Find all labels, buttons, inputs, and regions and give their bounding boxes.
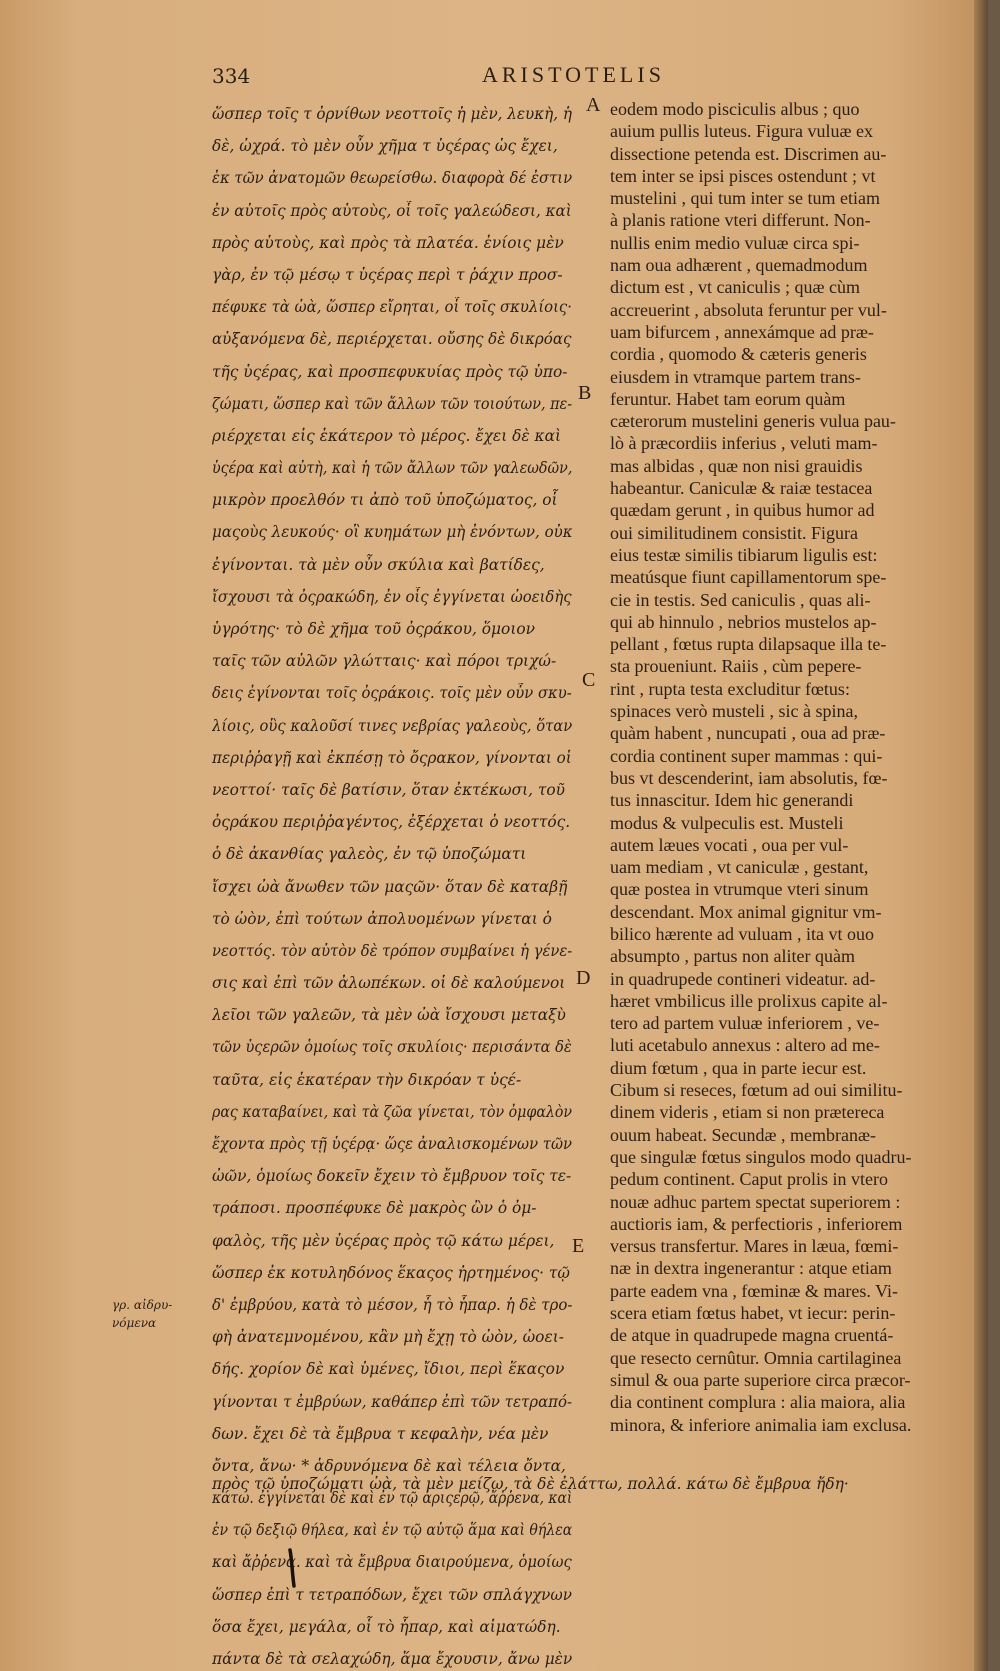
latin-text-line: tem inter se ipsi pisces ostendunt ; vt [610,165,876,186]
latin-text-line: sta proueniunt. Raiis , cùm pepere- [610,656,862,677]
greek-text-line: τὸ ὠὸν, ἐπὶ τούτων ἀπολυομένων γίνεται ὁ [212,909,552,928]
greek-text-line: ὥσπερ ἐκ κοτυληδόνος ἕκαςος ἠρτημένος· τῷ [212,1263,570,1282]
margin-note-line: νόμενα [112,1316,157,1330]
latin-text-line: bus vt descenderint, iam absolutis, fœ- [610,767,888,788]
latin-text-line: quàm habent , nuncupati , oua ad præ- [610,723,886,744]
latin-text-line: Cibum si reseces, fœtum ad oui similitu- [610,1080,903,1101]
latin-text-line: cordia , quomodo & cæteris generis [610,344,867,365]
latin-text-line: auium pullis luteus. Figura vuluæ ex [610,121,873,142]
section-marker-a: A [586,94,601,116]
greek-text-line: ἐν αὐτοῖς πρὸς αὑτοὺς, οἷ τοῖς γαλεώδεσι, καὶ [212,201,572,220]
greek-text-line: ὑςέρα καὶ αὐτὴ, καὶ ἡ τῶν ἄλλων τῶν γαλεωδῶν, [212,459,573,478]
latin-text-line: que resecto cernûtur. Omnia cartilaginea [610,1347,902,1368]
latin-text-line: lò à præcordiis inferius , veluti mam- [610,433,878,454]
latin-text-line: næ in dextra ingenerantur : atque etiam [610,1258,892,1279]
latin-text-line: cordia continent super mammas : qui- [610,745,883,766]
greek-text-line: ὅσα ἔχει, μεγάλα, οἷ τὸ ἧπαρ, καὶ αἱματώδη. [212,1617,561,1636]
greek-column [212,98,600,1671]
latin-text-line: cie in testis. Sed caniculis , quas ali- [610,589,871,610]
latin-text-line: pellant , fœtus rupta dilapsaque illa te- [610,634,887,655]
latin-text-line: spinaces verò musteli , sic à spina, [610,701,858,722]
section-marker-b: B [578,382,592,404]
greek-text-line: φὴ ἀνατεμνομένου, κἂν μὴ ἔχῃ τὸ ὠὸν, ὠοει- [212,1328,564,1347]
latin-text-line: nullis enim medio vuluæ circa spi- [610,232,860,253]
latin-text-line: que singulæ fœtus singulos modo quadru- [610,1146,912,1167]
latin-text-line: parte eadem vna , fœminæ & mares. Vi- [610,1280,898,1301]
greek-text-line: ὀςράκου περιῤῥαγέντος, ἐξέρχεται ὁ νεοττός. [212,813,571,832]
latin-text-line: cæterorum mustelini generis vulua pau- [610,411,896,432]
section-marker-d: D [576,967,591,989]
greek-text-line: τράποσι. προσπέφυκε δὲ μακρὸς ὢν ὁ ὀμ- [212,1199,537,1218]
greek-text-line: λεῖοι τῶν γαλεῶν, τὰ μὲν ὠὰ ἴσχουσι μεταξὺ [212,1006,566,1025]
latin-text-line: nouæ adhuc partem spectat superiorem : [610,1191,901,1212]
latin-text-line: dia continent complura : alia maiora, alia [610,1392,906,1413]
greek-text-line: σις καὶ ἐπὶ τῶν ἀλωπέκων. οἱ δὲ καλούμενοι [212,974,566,993]
latin-text-line: tero ad partem vuluæ inferiorem , ve- [610,1013,880,1034]
greek-text-line: δὲ, ὠχρά. τὸ μὲν οὖν χῆμα τ ὑςέρας ὡς ἔχει, [212,137,558,156]
greek-text-line: λίοις, οὓς καλοῦσί τινες νεβρίας γαλεοὺς, ὅταν [212,716,572,735]
latin-text-line: hæret vmbilicus ille prolixus capite al- [610,990,888,1011]
ink-mark-icon [287,1548,297,1588]
latin-text-line: dinem videris , etiam si non prætereca [610,1102,885,1123]
latin-text-line: descendant. Mox animal gignitur vm- [610,901,882,922]
latin-text-line: eiusdem in vtramque partem trans- [610,366,861,387]
greek-text-line: τῆς ὑςέρας, καὶ προσπεφυκυίας πρὸς τῷ ὑπο- [212,362,568,381]
latin-text-line: auctioris iam, & perfectioris , inferiorem [610,1213,903,1234]
margin-note [112,1296,182,1332]
latin-text-line: rint , rupta testa excluditur fœtus: [610,678,850,699]
latin-text-line: modus & vulpeculis est. Musteli [610,812,844,833]
greek-text-line: δων. ἔχει δὲ τὰ ἔμβρυα τ κεφαλὴν, νέα μὲν [212,1424,549,1443]
greek-text-line: δής. χορίον δὲ καὶ ὑμένες, ἴδιοι, περὶ ἕκαςον [212,1360,565,1379]
latin-text-line: simul & oua parte superiore circa præcor- [610,1369,911,1390]
greek-text-line: ὄντα, ἄνω· * ἁδρυνόμενα δὲ καὶ τέλεια ὄντα, [212,1456,566,1475]
latin-text-line: oui similitudinem consistit. Figura [610,522,859,543]
latin-text-line: in quadrupede contineri videatur. ad- [610,968,876,989]
latin-text-line: luti acetabulo annexus : altero ad me- [610,1035,880,1056]
greek-text-line: ταῖς τῶν αὐλῶν γλώτταις· καὶ πόροι τριχώ- [212,652,557,671]
latin-text-line: dictum est , vt caniculis ; quæ cùm [610,277,860,298]
latin-text-line: versus transfertur. Mares in læua, fœmi- [610,1236,899,1257]
latin-text-line: pedum continent. Caput prolis in vtero [610,1169,888,1190]
latin-text-line: uam bifurcem , annexámque ad præ- [610,321,874,342]
greek-text-line: ἔχοντα πρὸς τῇ ὑςέρᾳ· ὥςε ἀναλισκομένων τῶν [212,1135,572,1153]
greek-text-line: γὰρ, ἐν τῷ μέσῳ τ ὑςέρας περὶ τ ῥάχιν προσ- [212,265,563,284]
greek-text-line: τῶν ὑςερῶν ὁμοίως τοῖς σκυλίοις· περισάντα δὲ [212,1038,572,1057]
latin-text-line: nam oua adhærent , quemadmodum [610,255,868,276]
greek-text-line: μικρὸν προελθόν τι ἀπὸ τοῦ ὑποζώματος, οἷ [212,491,558,510]
latin-text-line: eius testæ similis tibiarum ligulis est: [610,544,878,565]
latin-text-line: quædam gerunt , in quibus humor ad [610,500,875,521]
greek-text-line: ἴσχουσι τὰ ὀςρακώδη, ἐν οἷς ἐγγίνεται ὠοειδὴς [212,587,572,606]
latin-text-line: meatúsque fiunt capillamentorum spe- [610,567,887,588]
latin-text-line: accreuerint , absoluta feruntur per vul- [610,299,887,320]
greek-text-line: ἐκ τῶν ἀνατομῶν θεωρείσθω. διαφορὰ δέ ἐστιν [212,169,573,188]
greek-text-line: ὑγρότης· τὸ δὲ χῆμα τοῦ ὀςράκου, ὅμοιον [212,620,535,638]
latin-text-line: autem læues vocati , oua per vul- [610,834,849,855]
greek-text-line: ζώματι, ὥσπερ καὶ τῶν ἄλλων τῶν τοιούτων, πε- [212,394,573,413]
greek-text-line: φαλὸς, τῆς μὲν ὑςέρας πρὸς τῷ κάτω μέρει, [212,1231,555,1250]
greek-text-line: ἐγίνονται. τὰ μὲν οὖν σκύλια καὶ βατίδες, [212,555,545,574]
greek-text-line: γίνονται τ ἐμβρύων, καθάπερ ἐπὶ τῶν τετραπό- [212,1392,573,1411]
latin-column [610,98,930,1436]
greek-text-line: δεις ἐγίνονται τοῖς ὀςράκοις. τοῖς μὲν οὖν σκυ- [212,684,572,703]
page-number: 334 [212,64,251,88]
latin-text-line: bilico hærente ad vuluam , ita vt ouo [610,923,874,944]
section-marker-c: C [582,669,596,691]
latin-text-line: mas albidas , quæ non nisi grauidis [610,455,863,476]
greek-text-line: καὶ ἄῤῥενα. καὶ τὰ ἔμβρυα διαιρούμενα, ὁμοίως [212,1553,572,1572]
latin-text-line: dium fœtum , qua in parte iecur est. [610,1057,867,1078]
greek-text-line: πέφυκε τὰ ὠὰ, ὥσπερ εἴρηται, οἷ τοῖς σκυλίοις· [212,298,572,317]
latin-text-line: ouum habeat. Secundæ , membranæ- [610,1124,876,1145]
greek-text-line: ταῦτα, εἰς ἑκατέραν τὴν δικρόαν τ ὑςέ- [212,1070,522,1089]
greek-text-line: κάτω. ἐγγίνεται δὲ καὶ ἐν τῷ ἀριςερῷ, ἄῤῥενα, καὶ [212,1489,572,1508]
latin-text-line: quæ postea in vtrumque vteri sinum [610,879,869,900]
latin-text-line: feruntur. Habet tam eorum quàm [610,388,846,409]
greek-bottom-line: πρὸς τῷ ὑποζώματι ὠὰ, τὰ μὲν μείζω, τὰ δὲ ἐλάττω, πολλά. κάτω δὲ ἔμβρυα ἤδη· [212,1475,849,1493]
latin-text-line: minora, & inferiore animalia iam exclusa. [610,1414,912,1435]
running-title: ARISTOTELIS [482,62,665,87]
greek-text-line: ἴσχει ὠὰ ἄνωθεν τῶν μαςῶν· ὅταν δὲ καταβῇ [212,877,568,896]
latin-text-line: dissectione petenda est. Discrimen au- [610,143,887,164]
greek-text-line: περιῤῥαγῇ καὶ ἐκπέσῃ τὸ ὄςρακον, γίνονται οἱ [212,748,572,767]
page-edge [974,0,988,1671]
latin-text-line: habeantur. Caniculæ & raiæ testacea [610,478,873,499]
greek-text-line: ριέρχεται εἰς ἑκάτερον τὸ μέρος. ἔχει δὲ καὶ [212,426,562,445]
greek-text-line: ὥσπερ τοῖς τ ὀρνίθων νεοττοῖς ἡ μὲν, λευκὴ, ἡ [212,105,572,123]
greek-text-line: νεοττοί· ταῖς δὲ βατίσιν, ὅταν ἐκτέκωσι, τοῦ [212,780,566,799]
latin-text-line: eodem modo pisciculis albus ; quo [610,99,860,119]
latin-text-line: scera etiam fœtus habet, vt iecur: perin- [610,1303,896,1324]
greek-text-line: ὁ δὲ ἀκανθίας γαλεὸς, ἐν τῷ ὑποζώματι [212,845,527,864]
latin-text-line: absumpto , partus non aliter quàm [610,946,855,967]
greek-text-line: αὐξανόμενα δὲ, περιέρχεται. οὔσης δὲ δικρόας [212,330,572,349]
greek-text-line: ὠῶν, ὁμοίως δοκεῖν ἔχειν τὸ ἔμβρυον τοῖς τε- [212,1167,572,1186]
greek-text-line: μαςοὺς λευκούς· οἳ κυημάτων μὴ ἐνόντων, οὐκ [212,523,573,542]
greek-text-line: νεοττός. τὸν αὐτὸν δὲ τρόπον συμβαίνει ἡ γένε- [212,941,572,960]
greek-text-line: ὥσπερ ἐπὶ τ τετραπόδων, ἔχει τῶν σπλάγχνων [212,1585,572,1604]
margin-note-line: γρ. αἰδρυ- [112,1298,173,1312]
latin-text-line: mustelini , qui tum inter se tum etiam [610,188,880,209]
greek-text-line: ρας καταβαίνει, καὶ τὰ ζῶα γίνεται, τὸν ὀμφαλὸν [212,1102,573,1121]
section-marker-e: E [572,1235,585,1257]
latin-text-line: qui ab hinnulo , nebrios mustelos ap- [610,611,877,632]
latin-text-line: de atque in quadrupede magna cruentá- [610,1325,894,1346]
greek-text-line: πάντα δὲ τὰ σελαχώδη, ἅμα ἔχουσιν, ἄνω μὲν [212,1650,572,1668]
latin-text-line: à planis ratione vteri differunt. Non- [610,210,871,231]
greek-text-line: δ' ἐμβρύου, κατὰ τὸ μέσον, ἧ τὸ ἧπαρ. ἡ δὲ τρο- [212,1295,573,1314]
latin-text-line: uam mediam , vt caniculæ , gestant, [610,857,869,878]
greek-text-line: ἐν τῷ δεξιῷ θήλεα, καὶ ἐν τῷ αὐτῷ ἅμα καὶ θήλεα [212,1521,573,1540]
latin-text-line: tus innascitur. Idem hic generandi [610,790,854,811]
greek-text-line: πρὸς αὑτοὺς, καὶ πρὸς τὰ πλατέα. ἐνίοις μὲν [212,233,564,252]
